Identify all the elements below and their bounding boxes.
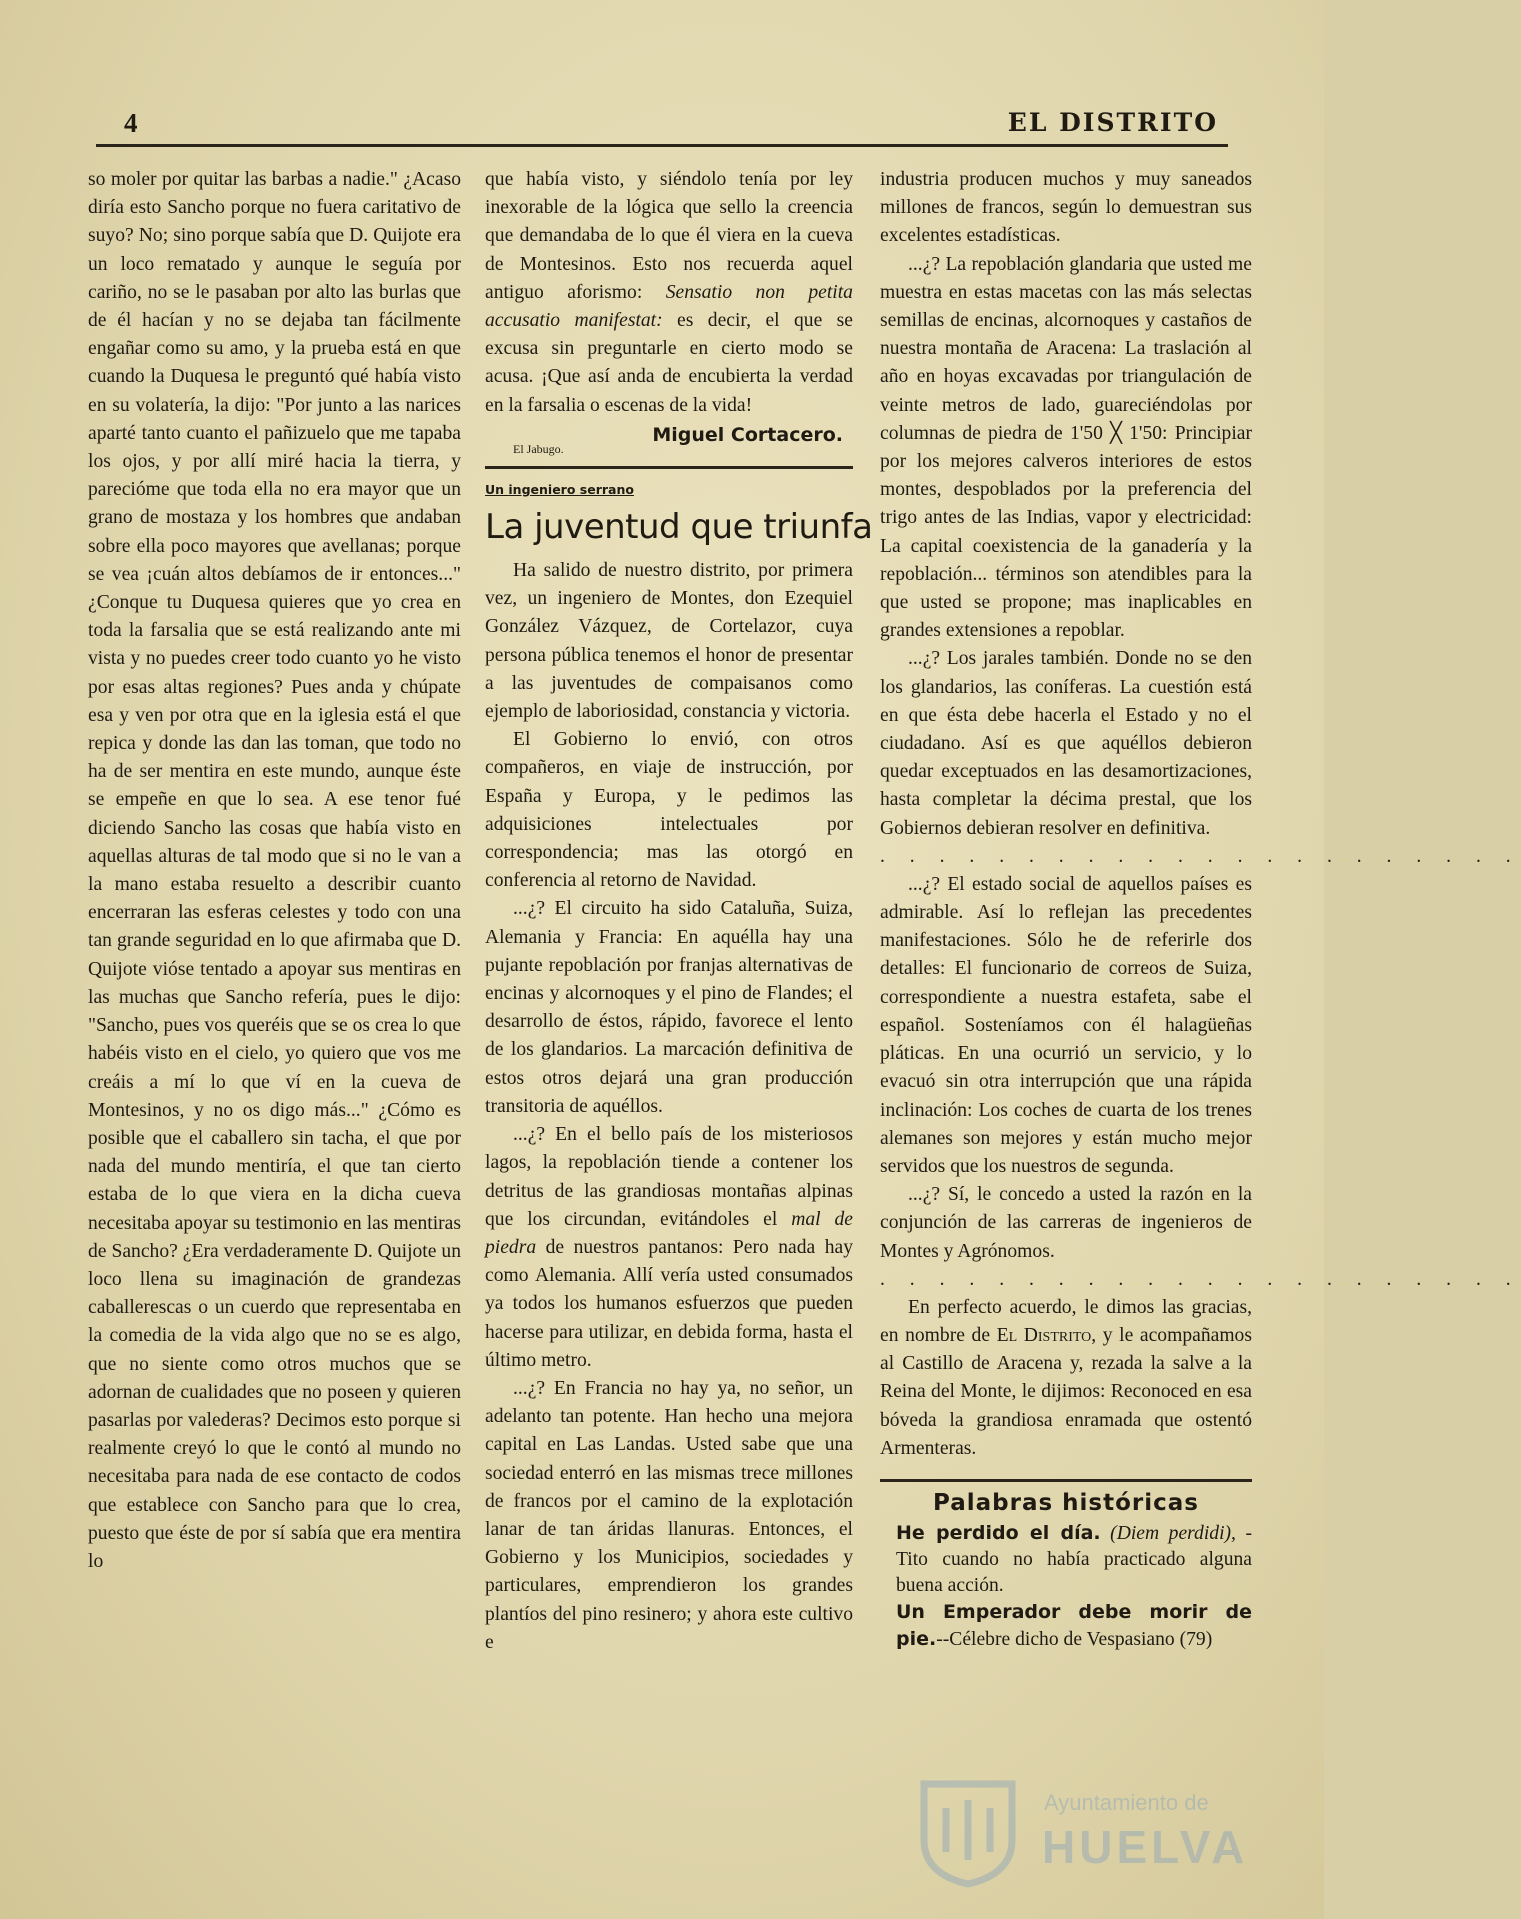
quote-2-rest: --Célebre dicho de Vespasiano (79) — [936, 1628, 1213, 1650]
archive-watermark — [916, 1778, 1256, 1888]
box-title: Palabras históricas — [932, 1489, 1199, 1516]
column-1 — [88, 166, 461, 1786]
article-paragraph-3: ...¿? El circuito ha sido Cataluña, Suiza, Alemania y Francia: En aquélla hay una pujante repoblación por franjas alternativas de encinas y alcornoques y el pino de Flandes; el desarrollo de éstos, rápido, favorece el lento de los glandarios. La marcación definitiva de estos otros dejará una gran producción transitoria de aquéllos. — [485, 898, 853, 1117]
col3-paragraph-3: ...¿? Los jarales también. Donde no se den los glandarios, las coníferas. La cuestión está en que ésta debe hacerla el Estado y no el ciudadano. Así es que aquéllos debieron quedar exceptuados en las desamortizaciones, hasta completar la décima prestal, que los Gobiernos debieran resolver en definitiva. — [880, 648, 1252, 839]
col3-paragraph-2: ...¿? La repoblación glandaria que usted me muestra en estas macetas con las más selectas semillas de encinas, alcornoques y castaños de nuestra montaña de Aracena: La traslación al año en hoyas excavadas por triangulación de veinte metros de lado, guareciéndolas por columnas de piedra de 1'50 ╳ 1'50: Principiar por los mejores calveros interiores de estos montes, despoblados por la preferencia del trigo antes de las Indias, vapor y electricidad: La capital coexistencia de la ganadería y la repoblación... términos son atendibles para la que usted se propone; mas inaplicables en grandes extensiones a repoblar. — [880, 253, 1252, 642]
article-paragraph-4 — [485, 1121, 853, 1375]
latin-aphorism: Sensatio non petita accusatio manifestat: — [485, 281, 853, 332]
quote-1 — [880, 1520, 1252, 1599]
col3-paragraph-5: ...¿? Sí, le concedo a usted la razón en la conjunción de las carreras de ingenieros de Montes y Agrónomos. — [880, 1184, 1252, 1262]
article-kicker: Un ingeniero serrano — [485, 481, 634, 497]
article-headline: La juventud que triunfa — [485, 507, 873, 548]
quote-2-lead: Un Emperador debe morir de pie. — [896, 1600, 1252, 1650]
quote-1-latin: (Diem perdidi), — [1110, 1522, 1236, 1544]
dateline-place: El Jabugo. — [513, 441, 564, 456]
watermark-line-1: Ayuntamiento de — [1044, 1790, 1209, 1815]
p6-a: En perfecto acuerdo, le dimos las gracias, en nombre de — [880, 1296, 1252, 1346]
p4-italic: mal de piedra — [485, 1208, 853, 1258]
section-dots-2: . . . . . . . . . . . . . . . . . . . . . . — [880, 1268, 1521, 1290]
author-signature: Miguel Cortacero. — [652, 423, 843, 446]
quote-1-lead: He perdido el día. — [896, 1521, 1101, 1544]
article-paragraph-5: ...¿? En Francia no hay ya, no señor, un adelanto tan potente. Han hecho una mejora capital en Las Landas. Usted sabe que una sociedad enterró en las mismas trece millones de francos por el camino de la explotación lanar de tan áridas llanuras. Entonces, el Gobierno y los Municipios, sociedades y particulares, emprendieron los grandes plantíos del pino resinero; y ahora este cultivo e — [485, 1377, 853, 1653]
article-paragraph-1: Ha salido de nuestro distrito, por primera vez, un ingeniero de Montes, don Ezequiel González Vázquez, de Cortelazor, cuya persona pública tenemos el honor de presentar a las juventudes de compaisanos como ejemplo de laboriosidad, constancia y victoria. — [485, 560, 853, 723]
p4-b: de nuestros pantanos: Pero nada hay como Alemania. Allí vería usted consumados ya todos los humanos esfuerzos que pueden hacerse para utilizar, en debida forma, hasta el último metro. — [485, 1236, 853, 1371]
city-seal-icon — [916, 1778, 1020, 1888]
box-rule — [880, 1479, 1252, 1482]
column-3 — [880, 166, 1521, 1786]
col2-text-b: es decir, el que se excusa sin preguntarle en cierto modo se acusa. ¡Que así anda de encubierta la verdad en la farsalia o escenas de la vida! — [485, 310, 853, 416]
col3-paragraph-6 — [880, 1294, 1252, 1463]
masthead: EL DISTRITO — [1007, 108, 1218, 137]
header-rule — [96, 144, 1228, 147]
col3-paragraph-4: ...¿? El estado social de aquellos países es admirable. Así lo reflejan las precedentes manifestaciones. Sólo he de referirle dos detalles: El funcionario de correos de Suiza, correspondiente a nuestra estafeta, sabe el español. Sosteníamos con él halagüeñas pláticas. En una ocurrió un servicio, y lo evacuó sin otra interrupción que una rápida inclinación: Los coches de cuarta de los trenes alemanes son mejores y están mucho mejor servidos que los nuestros de segunda. — [880, 873, 1252, 1177]
col2-text-a: que había visto, y siéndolo tenía por ley inexorable de la lógica que sello la creencia que demandaba de lo que él viera en la cueva de Montesinos. Esto nos recuerda aquel antiguo aforismo: — [485, 169, 853, 303]
article-divider — [485, 466, 853, 469]
p6-b: , y le acompañamos al Castillo de Aracena y, rezada la salve a la Reina del Monte, le dijimos: Reconoced en esa bóveda la grandiosa enramada que ostentó Armenteras. — [880, 1324, 1252, 1459]
col2-text — [485, 166, 853, 420]
page-header — [96, 108, 1228, 138]
article-paragraph-2: El Gobierno lo envió, con otros compañeros, en viaje de instrucción, por España y Europa, y le pedimos las adquisiciones intelectuales por correspondencia; mas las otorgó en conferencia al retorno de Navidad. — [485, 729, 853, 892]
page-number: 4 — [124, 108, 138, 138]
column-2 — [485, 166, 873, 1786]
watermark-line-2: HUELVA — [1042, 1821, 1249, 1873]
col3-paragraph-1: industria producen muchos y muy saneados millones de francos, según lo demuestran sus excelentes estadísticas. — [880, 169, 1252, 247]
section-dots-1: . . . . . . . . . . . . . . . . . . . . . . — [880, 845, 1521, 867]
p4-a: ...¿? En el bello país de los misteriosos lagos, la repoblación tiende a contener los detritus de las grandiosas montañas alpinas que los circundan, evitándoles el — [485, 1124, 853, 1230]
p6-masthead: El Distrito — [996, 1324, 1092, 1346]
quote-1-rest: - Tito cuando no había practicado alguna buena acción. — [896, 1522, 1252, 1596]
col1-text: so moler por quitar las barbas a nadie." ¿Acaso diría esto Sancho porque no fuera caritativo de suyo? No; sino porque sabía que D. Quijote era un loco rematado y aunque le seguía por cariño, no se le pasaban por alto las burlas que de él hacían y no se dejaba tan fácilmente engañar como su amo, y la prueba está en que cuando la Duquesa le preguntó qué había visto en su volatería, la dijo: "Por junto a las narices aparté tanto cuanto el pañizuelo que me tapaba los ojos, y por allí miré hacia la tierra, y parecióme que toda ella no era mayor que un grano de mostaza y los hombres que andaban sobre ella poco mayores que avellanas; porque se vea ¡cuán altos debíamos de ir entonces..." ¿Conque tu Duquesa quieres que yo crea en toda la farsalia que se está realizando ante mi vista y no puedes creer todo cuanto yo he visto por esas altas regiones? Pues anda y chúpate esa y ven por otra que en la iglesia está el que repica y donde las dan las toman, que todo no ha de ser mentira en este mundo, aunque éste se empeñe en que lo sea. A ese tenor fué diciendo Sancho las cosas que había visto en aquellas alturas de tal modo que si no le van a la mano estaba resuelto a describir cuanto encerraran las esferas celestes y todo con una tan grande seguridad en lo que afirmaba que D. Quijote vióse tentado a apoyar sus mentiras en las muchas que Sancho refería, pues le dijo: "Sancho, pues vos queréis que se os crea lo que habéis visto en el cielo, yo quiero que vos me creáis a mí lo que ví en la cueva de Montesinos, y no os digo más..." ¿Cómo es posible que el caballero sin tacha, el que por nada del mundo mentiría, el que tan cierto estaba de lo que viera en la dicha cueva necesitaba apoyar su testimonio en las mentiras de Sancho? ¿Era verdaderamente D. Quijote un loco llena su imaginación de grandezas caballerescas o un cuerdo que representaba en la comedia de la vida algo que no se es algo, que no siente como otros muchos que se adornan de cualidades que no poseen y quieren pasarlas por valederas? Decimos esto porque si realmente creyó lo que le contó al mundo no necesitaba para nada de ese contacto de codos que establece con Sancho para que lo crea, puesto que éste de por sí sabía que era mentira lo — [88, 169, 461, 1572]
quote-2 — [880, 1599, 1252, 1653]
